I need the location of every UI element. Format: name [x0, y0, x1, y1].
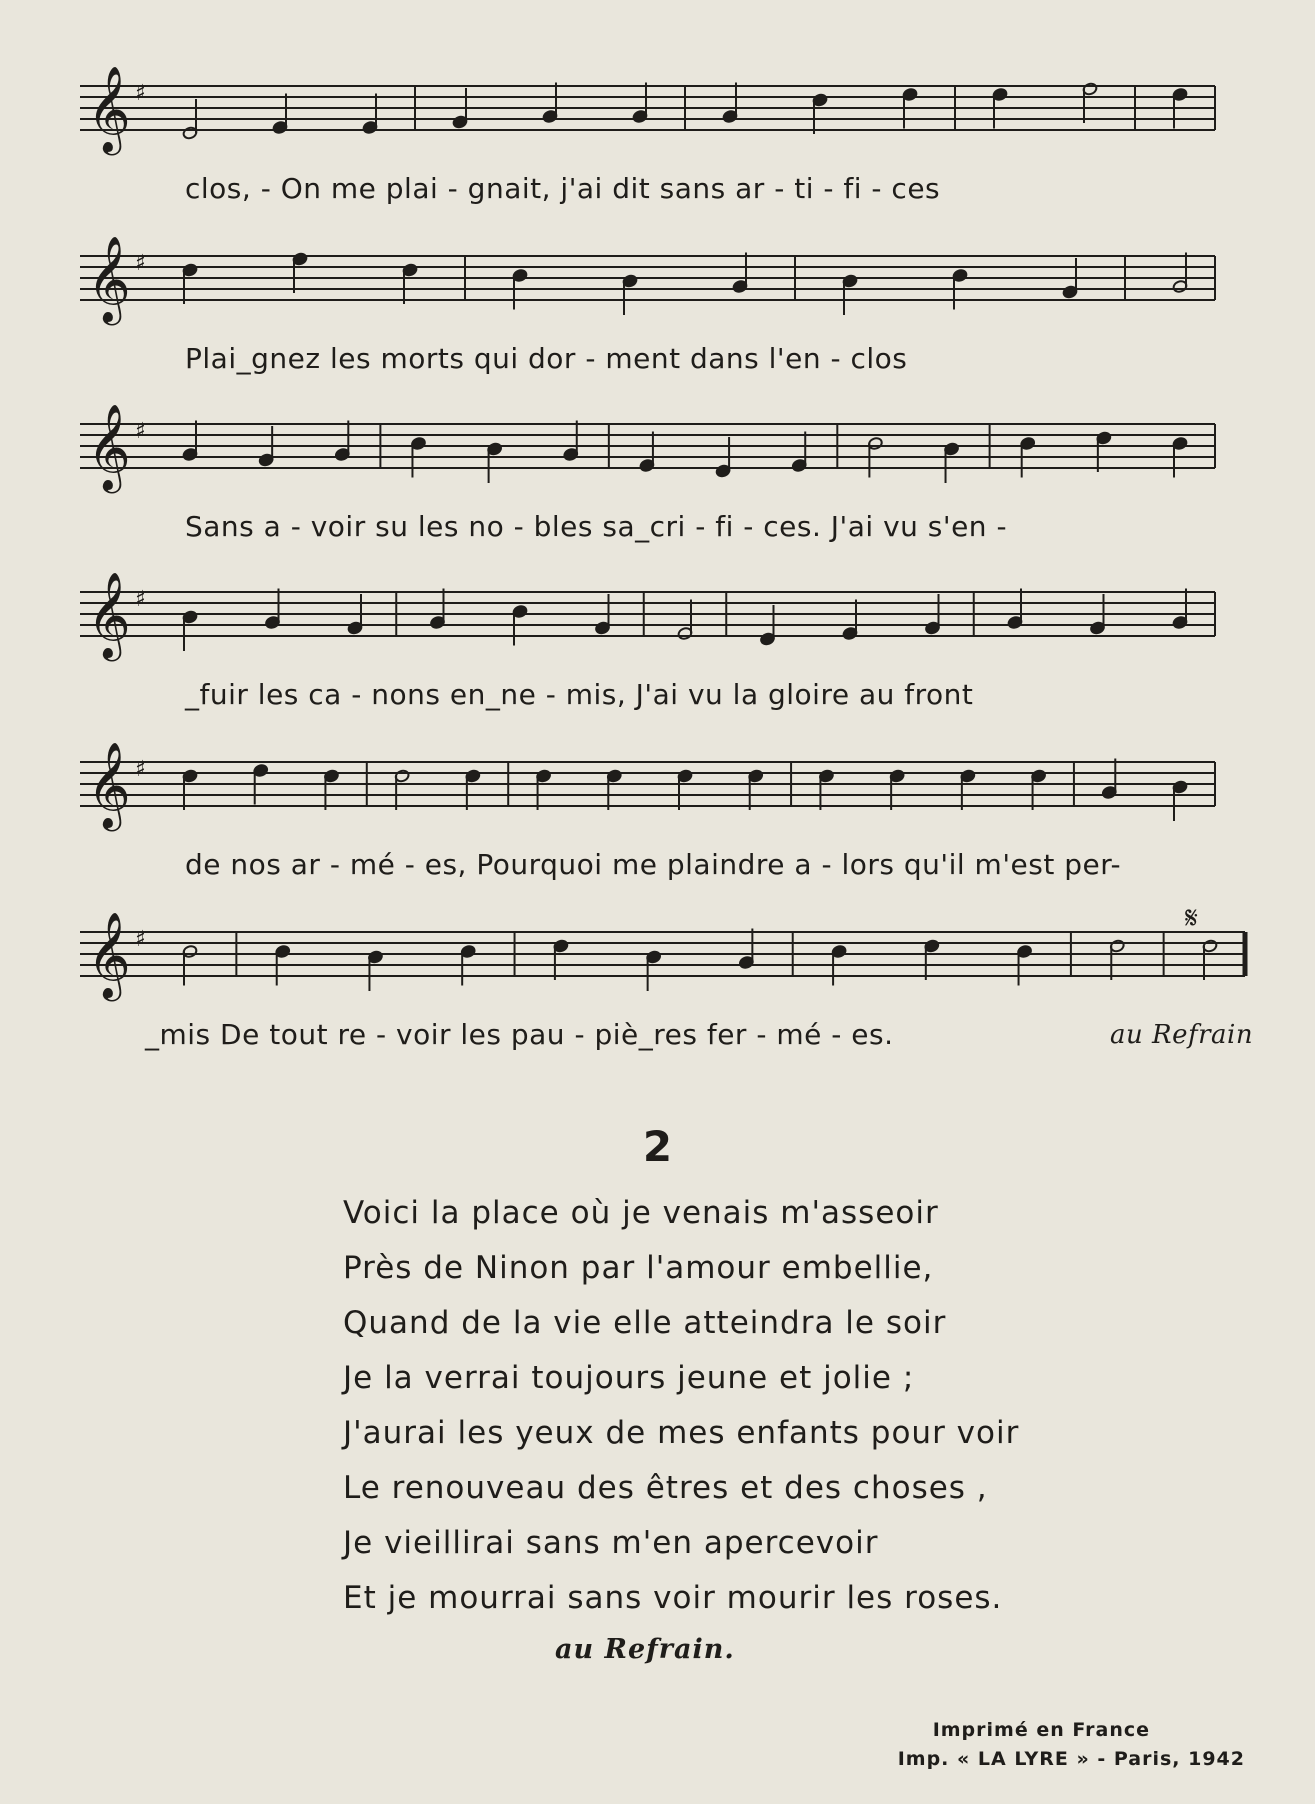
key-signature-sharp-icon: ♯ — [135, 757, 146, 782]
imprint — [898, 1716, 1245, 1774]
treble-clef-icon: 𝄞 — [87, 66, 131, 152]
verse-line: Le renouveau des êtres et des choses , — [343, 1470, 988, 1506]
key-signature-sharp-icon: ♯ — [135, 419, 146, 444]
music-system — [0, 400, 1315, 570]
key-signature-sharp-icon: ♯ — [135, 81, 146, 106]
verse-line: Je vieillirai sans m'en apercevoir — [343, 1525, 879, 1561]
treble-clef-icon: 𝄞 — [87, 742, 131, 828]
key-signature-sharp-icon: ♯ — [135, 251, 146, 276]
segno-icon: 𝄋 — [1185, 908, 1198, 936]
verse-refrain-label: au Refrain. — [555, 1634, 735, 1665]
verse-number: 2 — [642, 1122, 673, 1171]
staff — [0, 738, 1315, 848]
imprint-printer: Imp. « LA LYRE » - Paris, 1942 — [897, 1748, 1245, 1770]
lyrics-line: Sans a - voir su les no - bles sa_cri - fi - ces. J'ai vu s'en - — [185, 510, 1008, 543]
music-system — [0, 232, 1315, 402]
lyrics-line: _mis De tout re - voir les pau - piè_res fer - mé - es. — [145, 1018, 894, 1051]
verse-line: Et je mourrai sans voir mourir les roses. — [343, 1580, 1003, 1616]
lyrics-line: clos, - On me plai - gnait, j'ai dit sans ar - ti - fi - ces — [185, 172, 941, 205]
music-system — [0, 62, 1315, 232]
key-signature-sharp-icon: ♯ — [135, 927, 146, 952]
refrain-marker: au Refrain — [1110, 1020, 1254, 1050]
treble-clef-icon: 𝄞 — [87, 912, 131, 998]
staff — [0, 400, 1315, 510]
imprint-country: Imprimé en France — [932, 1719, 1150, 1741]
treble-clef-icon: 𝄞 — [87, 572, 131, 658]
music-system — [0, 908, 1315, 1078]
staff — [0, 62, 1315, 172]
verse-line: J'aurai les yeux de mes enfants pour voir — [343, 1415, 1020, 1451]
music-system — [0, 568, 1315, 738]
treble-clef-icon: 𝄞 — [87, 236, 131, 322]
verse-text — [343, 1186, 1019, 1626]
verse-line: Je la verrai toujours jeune et jolie ; — [343, 1360, 915, 1396]
key-signature-sharp-icon: ♯ — [135, 587, 146, 612]
verse-line: Quand de la vie elle atteindra le soir — [343, 1305, 947, 1341]
staff — [0, 568, 1315, 678]
verse-line: Voici la place où je venais m'asseoir — [343, 1195, 939, 1231]
lyrics-line: _fuir les ca - nons en_ne - mis, J'ai vu la gloire au front — [185, 678, 974, 711]
staff — [0, 908, 1315, 1018]
lyrics-line: Plai_gnez les morts qui dor - ment dans l'en - clos — [185, 342, 908, 375]
staff — [0, 232, 1315, 342]
verse-line: Près de Ninon par l'amour embellie, — [343, 1250, 934, 1286]
lyrics-line: de nos ar - mé - es, Pourquoi me plaindre a - lors qu'il m'est per- — [185, 848, 1122, 881]
music-system — [0, 738, 1315, 908]
treble-clef-icon: 𝄞 — [87, 404, 131, 490]
